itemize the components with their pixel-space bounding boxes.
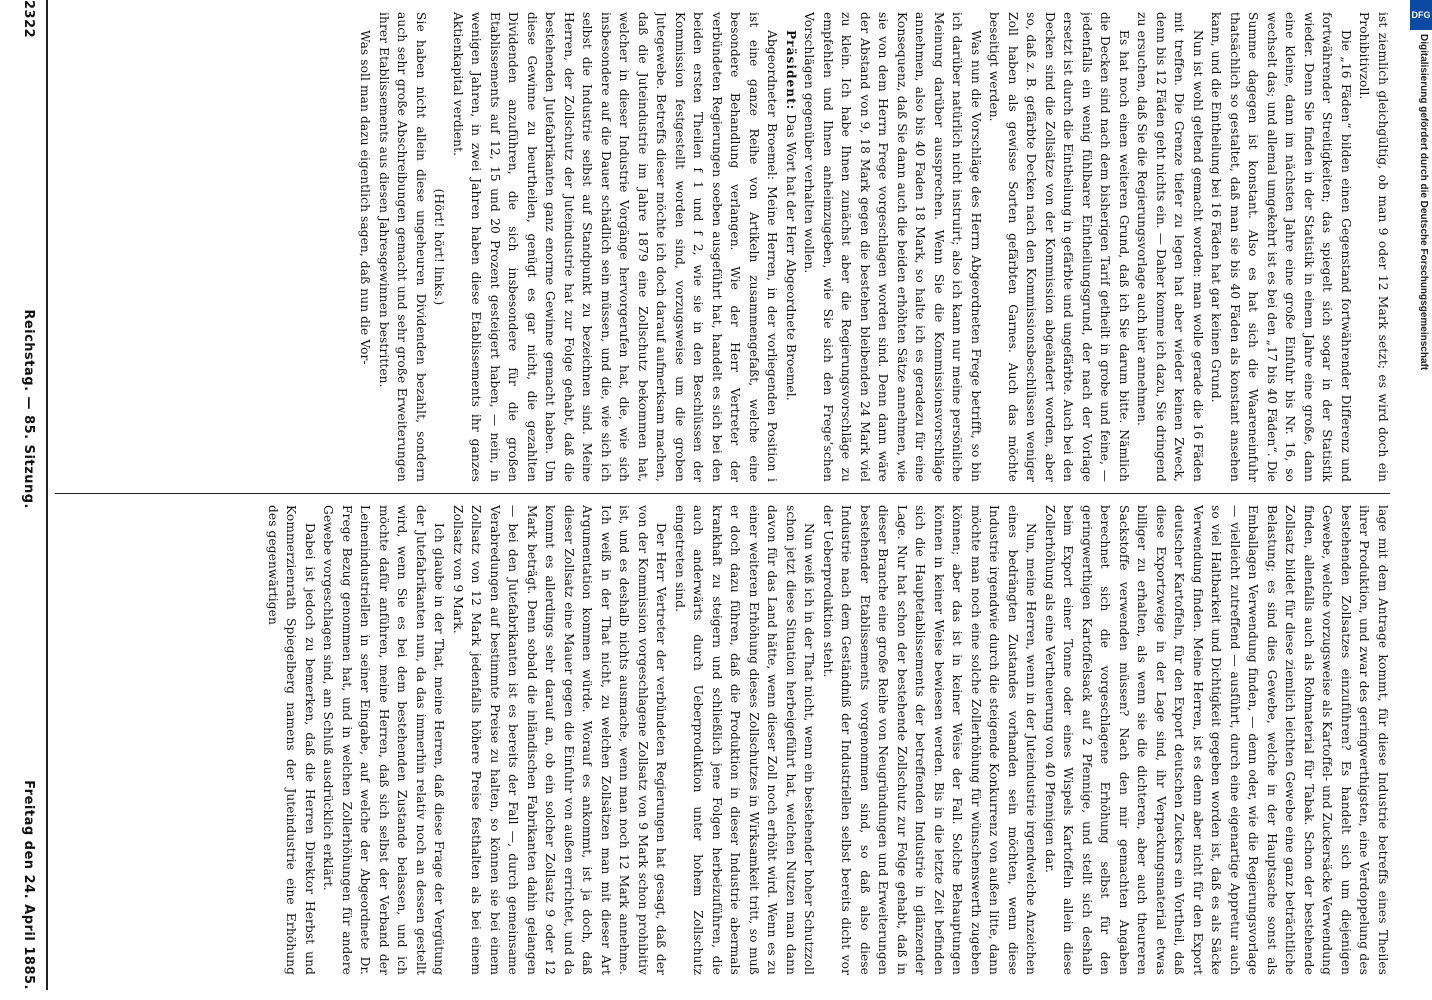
- digitization-credit: Digitalisierung gefördert durch die Deutsche Forschungsgemeinschaft: [1418, 34, 1429, 371]
- paragraph: Dabei ist jedoch zu bemerken, daß die Herren Direktor Herbst und Kommerzienrath Spiegelberg namens der Juteindustrie eine Erhöhung des gegenwärtigen: [266, 505, 317, 975]
- paragraph: Nun weiß ich in der That nicht, wenn ein bestehender hoher Schutzzoll schon jetzt diese Situation herbeigeführt hat, welchen Nutzen man dann davon für das Land hätte, wenn dieser Zoll noch erhöht wird. Wenn es zu einer weiteren Erhöhung dieses Zollschutzes in Wirksamkeit tritt, so muß er doch dazu führen, daß die Produktion in dieser Industrie abermals krankhaft zu steigern und schließlich jene Folgen herbeizuführen, die auch anderwärts durch Ueberproduktion unter hohem Zollschutz eingetreten sind.: [673, 505, 817, 975]
- paragraph: Ich glaube in der That, meine Herren, daß diese Frage der Vergütung der Jutefabrikanten nun, da das immerhin relativ noch an dessen gestellt wird, wenn Sie es bei dem bestehenden Zustande belassen, und ich möchte dafür anführen, meine Herren, daß sich selbst der Verband der Leinenindustriellen in seiner Eingabe, auf welche der Abgeordnete Dr. Frege Bezug genommen hat, und in welchen Zollerhöhungen für andere Gewebe vorgeschlagen sind, am Schluß ausdrücklich erklärt.: [321, 505, 447, 975]
- paragraph: Nun ist wohl geltend gemacht worden: man wolle gerade die 16 Fäden mit treffen. Die Grenze tiefer zu legen hat aber wieder keinen Zweck, denn bis 12 Fäden geht nichts ein. — Daher komme ich dazu, Sie dringend zu ersuchen, daß Sie die Regierungsvorlage auch hier annehmen.: [1135, 12, 1205, 482]
- running-header: [16, 0, 42, 990]
- speaker-name: Präsident:: [784, 30, 798, 111]
- paragraph: Sie haben nicht allein diese ungeheuren Dividenden bezahlt, sondern auch sehr große Abschreibungen gemacht und sehr große Erweiterungen ihrer Etablissements aus diesen Jahresgewinnen bestritten.: [377, 12, 428, 482]
- dfg-logo: DFG: [1410, 0, 1432, 30]
- paragraph: Die „16 Fäden“ bilden einen Gegenstand fortwährender Differenz und fortwährender Streitigkeiten; das spiegelt sich sogar in der Statistik wieder. Denn Sie finden in der Statistik in einem Jahre eine große, dann eine kleine, dann im nächsten Jahre eine große Einfuhr bis Nr. 16, so wechselt das; und allemal umgekehrt ist es bei den „17 bis 40 Fäden“. Die Summe dagegen ist konstant. Also es hat sich die Waareneinfuhr thatsächlich so gestaltet, daß man sie bis 40 Fäden als konstant ansehen kann, und die Eintheilung bei 16 Fäden hat gar keinen Grund.: [1209, 12, 1353, 482]
- president-text: Das Wort hat der Herr Abgeordnete Broemel.: [784, 114, 798, 401]
- column-divider: [55, 493, 1390, 494]
- header-rule: [47, 0, 49, 990]
- president-line: [782, 12, 801, 482]
- page-number: 2322: [21, 0, 37, 39]
- paragraph: Der Herr Vertreter der verbündeten Regierungen hat gesagt, daß der von der Kommission vorgeschlagene Zollsatz von 9 Mark schon prohibitiv ist, und es deshalb nichts ausmache, wenn man noch 12 Mark annehme. Ich weiß in der That nicht, zu welchen Zollsätzen man mit dieser Art Argumentation kommen würde. Worauf es ankommt, ist ja doch, daß dieser Zollsatz eine Mauer gegen die Einfuhr von außen errichtet, und da kommt es allerdings sehr darauf an, ob ein solcher Zollsatz 9 oder 12 Mark beträgt. Denn sobald die inländischen Fabrikanten dahin gelangen — bei den Jutefabrikanten ist es bereits der Fall —, durch gemeinsame Verabredungen auf bestimmte Preise zu halten, so können sie bei einem Zollsatz von 12 Mark jedenfalls höhere Preise festhalten als bei einem Zollsatz von 9 Mark.: [451, 505, 669, 975]
- digitization-credit-strip: [1410, 0, 1432, 1000]
- paragraph: Was nun die Vorschläge des Herrn Abgeordneten Frege betrifft, so bin ich darüber natürlich nicht instruirt; also ich kann nur meine persönliche Meinung darüber aussprechen. Wenn Sie die Kommissionsvorschläge annehmen, also bis 40 Faden 18 Mark, so halte ich es geradezu für eine Konsequenz, daß Sie dann auch die beiden erhöhten Sätze annehmen, wie sie von dem Herrn Frege vorgeschlagen worden sind. Denn dann wäre der Abstand von 9, 18 Mark gegen die bestehen bleibenden 24 Mark viel zu klein. Ich habe Ihnen zunächst aber die Regierungsvorschläge zu empfehlen und Ihnen anheimzugeben, wie Sie sich den Frege’schen Vorschlägen gegenüber verhalten wollen.: [802, 12, 983, 482]
- paragraph: Was soll man dazu eigentlich sagen, daß nun die Vor-: [358, 30, 373, 365]
- column-left: [52, 12, 1392, 482]
- paragraph: lage mit dem Antrage kommt, für diese Industrie betreffs eines Theiles ihrer Produktion, und zwar des geringwerthigsten, eine Verdoppelung des bestehenden Zollsatzes einzuführen? Es handelt sich um diejenigen Gewebe, welche vorzugsweise als Kartoffel- und Zuckersäcke Verwendung finden, allenfalls auch als Rohmaterial für Tabak. Schon der bestehende Zollsatz bildet für diese ziemlich leichten Gewebe eine ganz beträchtliche Belastung; es sind dies Gewebe, welche in der Hauptsache sonst als Emballagen Verwendung finden, — denn oder, wie die Regierungsvorlage — vielleicht zutreffend — ausführt, durch eine eigenartige Appretur auch so viel Haltbarkeit und Dichtigkeit gegeben worden ist, daß es als Säcke Verwendung finden. Meine Herren, ist es denn aber nicht für den Export deutscher Kartoffeln, für den Export deutschen Zuckers ein Vortheil, daß diese Exportzweige in der Lage sind, ihr Verpackungsmaterial etwas billiger zu erhalten, als wenn sie die dichteren, aber auch theureren Sackstoffe verwenden müssen? Nach den mir gemachten Angaben berechnet sich die vorgeschlagene Erhöhung selbst für den geringwerthigen Kartoffelsack auf 2 Pfennige, und stellt sich deshalb beim Export einer Tonne oder eines Wispels Kartoffeln allein diese Zollerhöhung als eine Vertheuerung von 40 Pfennigen dar.: [1043, 505, 1390, 975]
- interjection: (Hört! hört! links.): [432, 188, 447, 306]
- running-title-right: Freitag den 24. April 1885.: [21, 780, 37, 990]
- paragraph: ist ziemlich gleichgültig, ob man 9 oder 12 Mark setzt; es wird doch ein Prohibitivzoll.: [1357, 12, 1390, 482]
- column-right: [52, 505, 1392, 975]
- paragraph: Es hat noch einen weiteren Grund, daß ich Sie darum bitte. Nämlich die Decken sind nach dem bisherigen Tarif getheilt in grobe und feine, — jedenfalls ein wenig fühlbarer Eintheilungsgrund, der nach der Vorlage ersetzt ist durch die Eintheilung in gefärbte und ungefärbte. Auch bei den Decken sind die Zollsätze von der Kommission abgeändert worden, aber so, daß z. B. gefärbte Decken nach den Kommissionsbeschlüssen weniger Zoll haben als gewisse Sorten gefärbten Garnes. Auch das möchte beseitigt werden.: [987, 12, 1131, 482]
- paragraph: Abgeordneter Broemel: Meine Herren, in der vorliegenden Position i ist eine ganze Reihe von Artikeln zusammengefaßt, welche eine besondere Behandlung verlangen. Wie der Herr Vertreter der verbündeten Regierungen soeben ausgeführt hat, handelt es sich bei den beiden ersten Theilen f 1 und f 2, wie sie in den Beschlüssen der Kommission festgestellt worden sind, vorzugsweise um die groben Jutegewebe. Betreffs dieser möchte ich doch darauf aufmerksam machen, daß die Juteindustrie im Jahre 1879 eine Zollschutz bekommen hat, welcher in dieser Industrie Vorgänge hervorgerufen hat, die, wie sich insbesondere auf die Dauer schädlich sein müssen, und die, wie sich ich selbst die Industrie selbst auf Standpunkt zu bezeichnen sind. Meine Herren, der Zollschutz der Juteindustrie hat zur Folge gehabt, daß die bestehenden Jutefabrikanten ganz enorme Gewinne gemacht haben. Um diese Gewinne zu beurtheilen, genügt es gar nicht, die gezahlten Dividenden anzuführen, die sich insbesondere für die großen Etablissements auf 12, 15 und 20 Prozent gesteigert haben, — nein, in wenigen Jahren, in zwei Jahren haben diese Etablissements ihr ganzes Aktienkapital verdient.: [451, 12, 780, 482]
- running-title-left: Reichstag. — 85. Sitzung.: [21, 309, 37, 509]
- paragraph: Nun, meine Herren, wenn in der Juteindustrie irgendwelche Anzeichen eines bedrängten Zustandes vorhanden sein möchten, wenn diese Industrie irgendwie durch die steigende Konkurrenz von außen litte, dann möchte man noch eine solche Zollerhöhung für wünschenswerth zugeben können; aber das ist in keiner Weise der Fall. Solche Behauptungen können in keiner Weise bewiesen werden. Bis in die letzte Zeit befinden sich die Hauptetablissements der betreffenden Industrie in glänzender Lage. Nur hat schon der bestehende Zollschutz zur Folge gehabt, daß in dieser Branche eine große Reihe von Neugründungen und Erweiterungen bestehender Etablissements vorgenommen sind, so daß also diese Industrie nach dem Geständniß der Industriellen selbst bereits dicht vor der Ueberproduktion steht.: [821, 505, 1039, 975]
